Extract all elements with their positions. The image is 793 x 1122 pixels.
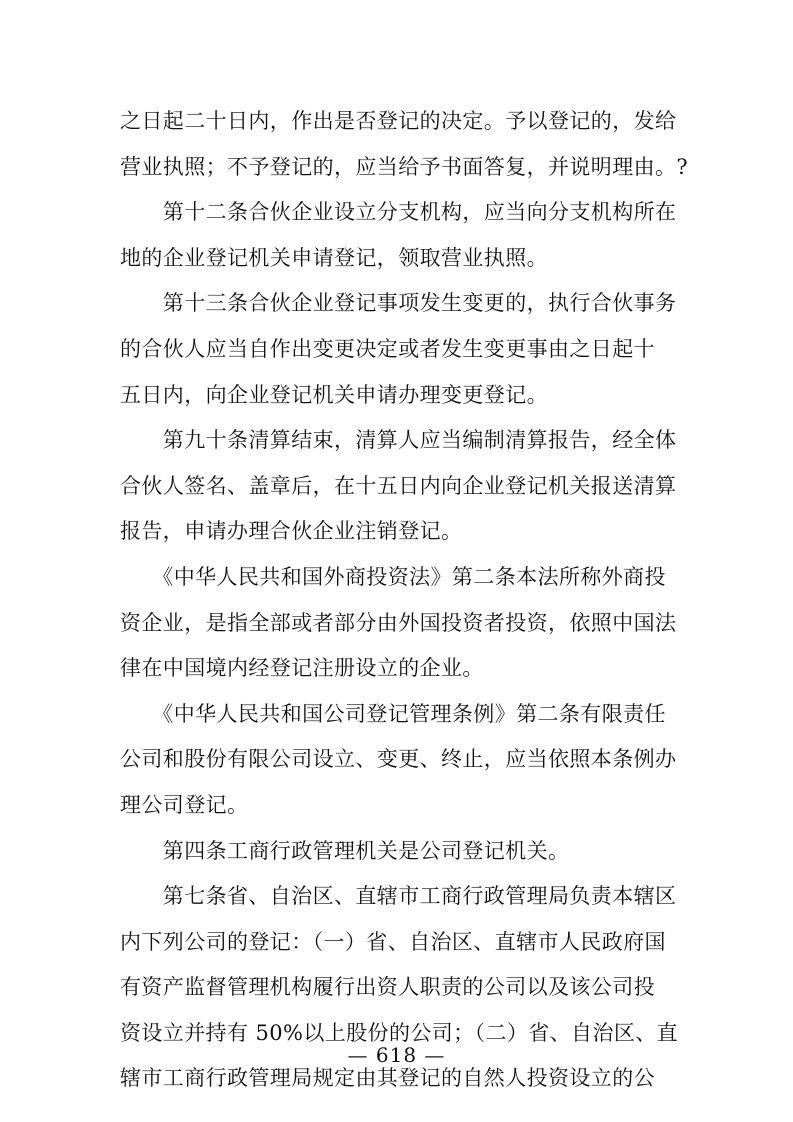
text-line: 第九十条清算结束，清算人应当编制清算报告，经全体 [120,428,677,453]
text-line: 有资产监督管理机构履行出资人职责的公司以及该公司投 [120,975,655,1000]
text-line: 的合伙人应当自作出变更决定或者发生变更事由之日起十 [120,336,655,361]
text-line: 辖市工商行政管理局规定由其登记的自然人投资设立的公 [120,1066,655,1091]
text-line: 合伙人签名、盖章后，在十五日内向企业登记机关报送清算 [120,473,677,498]
text-line: 内下列公司的登记：（一）省、自治区、直辖市人民政府国 [120,929,666,954]
page-number: — 618 — [347,1043,446,1067]
text-line: 营业执照；不予登记的，应当给予书面答复，并说明理由。? [120,154,689,179]
text-line: 第十三条合伙企业登记事项发生变更的，执行合伙事务 [120,291,677,316]
text-line: 资企业，是指全部或者部分由外国投资者投资，依照中国法 [120,610,677,635]
text-line: 《中华人民共和国外商投资法》第二条本法所称外商投 [120,564,666,589]
text-line: 理公司登记。 [120,792,249,817]
body-text [120,99,689,1102]
text-line: 资设立并持有 50%以上股份的公司；（二）省、自治区、直 [120,1020,679,1045]
text-line: 第四条工商行政管理机关是公司登记机关。 [120,838,570,863]
text-line: 《中华人民共和国公司登记管理条例》第二条有限责任 [120,701,666,726]
text-line: 第十二条合伙企业设立分支机构，应当向分支机构所在 [120,200,677,225]
text-line: 地的企业登记机关申请登记，领取营业执照。 [120,245,548,270]
text-line: 公司和股份有限公司设立、变更、终止，应当依照本条例办 [120,747,677,772]
text-line: 报告，申请办理合伙企业注销登记。 [120,519,463,544]
text-line: 律在中国境内经登记注册设立的企业。 [120,656,484,681]
text-line: 第七条省、自治区、直辖市工商行政管理局负责本辖区 [120,884,677,909]
text-line: 之日起二十日内，作出是否登记的决定。予以登记的，发给 [120,109,677,133]
text-line: 五日内，向企业登记机关申请办理变更登记。 [120,382,548,407]
